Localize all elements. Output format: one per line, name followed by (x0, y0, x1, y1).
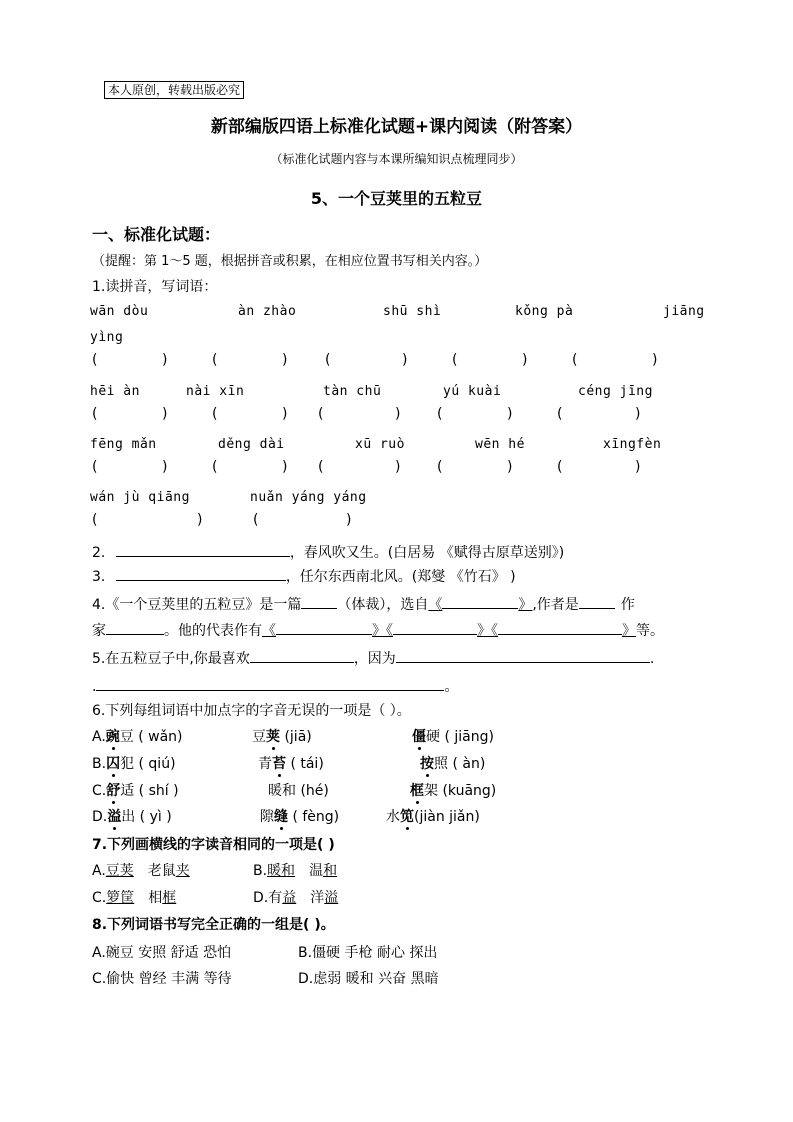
question-8-stem: 8.下列词语书写完全正确的一组是( )。 (92, 917, 335, 933)
answer-paren-close: ) (162, 352, 168, 368)
question-1-stem: 1.读拼音，写词语： (92, 279, 218, 295)
answer-paren-open: ( (92, 406, 98, 422)
pinyin: wán jù qiāng (90, 490, 190, 505)
pinyin: shū shì (383, 304, 442, 319)
question-3: 3. ，任尔东西南北风。(郑燮 《竹石》 ) (92, 566, 516, 586)
answer-paren-open: ( (92, 512, 98, 528)
option-6c-2[interactable]: 暖和 (hé) (268, 783, 329, 799)
option-6b-3[interactable]: 按照 ( àn) (420, 756, 486, 772)
question-4-cont: 家 。他的代表作有《 》《 》《 》等。 (92, 620, 664, 640)
answer-paren-close: ) (282, 352, 288, 368)
lesson-title: 5、一个豆荚里的五粒豆 (310, 189, 483, 208)
question-2: 2. ，春风吹又生。(白居易 《赋得古原草送别》) (92, 542, 564, 562)
answer-blank[interactable] (106, 620, 164, 635)
pinyin: nài xīn (186, 384, 245, 399)
answer-paren-open: ( (437, 459, 443, 475)
answer-paren-close: ) (635, 406, 641, 422)
answer-paren-close: ) (282, 459, 288, 475)
pinyin: děng dài (218, 437, 285, 452)
option-6d-1[interactable]: D.溢出 ( yì ) (92, 809, 172, 825)
answer-paren-close: ) (395, 406, 401, 422)
pinyin: wēn hé (475, 437, 525, 452)
option-6b-2[interactable]: 青苔 ( tái) (258, 756, 324, 772)
copyright-stamp: 本人原创，转载出版必究 (104, 81, 244, 99)
answer-paren-close: ) (507, 459, 513, 475)
pinyin: fēng mǎn (90, 437, 157, 452)
answer-paren-open: ( (92, 352, 98, 368)
pinyin: kǒng pà (515, 304, 574, 319)
option-6a-3[interactable]: 僵硬 ( jiāng) (412, 729, 494, 745)
answer-paren-open: ( (253, 512, 259, 528)
pinyin: tàn chū (323, 384, 382, 399)
question-5-cont: . 。 (92, 676, 458, 696)
option-8c[interactable]: C.偷快 曾经 丰满 等待 (92, 971, 232, 987)
question-7-stem: 7.下列画横线的字读音相同的一项是( ) (92, 837, 335, 853)
answer-blank[interactable] (301, 594, 337, 609)
answer-paren-open: ( (557, 406, 563, 422)
answer-paren-open: ( (212, 459, 218, 475)
pinyin: jiāng (663, 304, 705, 319)
answer-paren-open: ( (318, 406, 324, 422)
answer-blank[interactable] (393, 620, 477, 635)
option-8d[interactable]: D.虑弱 暖和 兴奋 黑暗 (298, 971, 439, 987)
answer-blank[interactable] (276, 620, 372, 635)
answer-blank[interactable] (250, 648, 354, 663)
question-6-stem: 6.下列每组词语中加点字的字音无误的一项是（ ）。 (92, 703, 411, 719)
page-subtitle: （标准化试题内容与本课所编知识点梳理同步） (270, 152, 523, 166)
reminder-text: （提醒：第 1～5 题，根据拼音或积累，在相应位置书写相关内容。） (92, 254, 488, 269)
option-8a[interactable]: A.碗豆 安照 舒适 恐怕 (92, 945, 232, 961)
answer-paren-close: ) (652, 352, 658, 368)
option-7b[interactable]: B.暖和 温和 (253, 863, 338, 879)
answer-blank[interactable] (396, 648, 650, 663)
answer-paren-open: ( (212, 406, 218, 422)
answer-paren-open: ( (557, 459, 563, 475)
answer-paren-close: ) (402, 352, 408, 368)
option-6d-3[interactable]: 水笕(jiàn jiǎn) (386, 809, 480, 825)
answer-paren-close: ) (395, 459, 401, 475)
option-6a-1[interactable]: A.豌豆 ( wǎn) (92, 729, 183, 745)
answer-paren-close: ) (522, 352, 528, 368)
answer-paren-open: ( (437, 406, 443, 422)
pinyin: céng jīng (578, 384, 653, 399)
answer-blank[interactable] (96, 676, 444, 691)
page-title: 新部编版四语上标准化试题+课内阅读（附答案） (210, 117, 583, 137)
answer-paren-open: ( (212, 352, 218, 368)
answer-paren-open: ( (318, 459, 324, 475)
pinyin: wān dòu (90, 304, 149, 319)
option-7d[interactable]: D.有益 洋溢 (253, 890, 339, 906)
question-5: 5.在五粒豆子中,你最喜欢 ，因为 . (92, 648, 654, 668)
option-6c-3[interactable]: 框架 (kuāng) (410, 783, 497, 799)
option-6d-2[interactable]: 隙缝 ( fèng) (260, 809, 340, 825)
answer-paren-close: ) (507, 406, 513, 422)
pinyin: nuǎn yáng yáng (250, 490, 367, 505)
pinyin: àn zhào (238, 304, 297, 319)
answer-paren-close: ) (162, 459, 168, 475)
answer-blank[interactable] (116, 566, 286, 581)
section-heading: 一、标准化试题： (92, 225, 221, 244)
answer-paren-open: ( (452, 352, 458, 368)
answer-paren-close: ) (346, 512, 352, 528)
option-6b-1[interactable]: B.囚犯 ( qiú) (92, 756, 176, 772)
answer-paren-open: ( (572, 352, 578, 368)
answer-paren-close: ) (282, 406, 288, 422)
answer-blank[interactable] (442, 594, 518, 609)
answer-blank[interactable] (579, 594, 615, 609)
pinyin: hēi àn (90, 384, 140, 399)
answer-paren-close: ) (635, 459, 641, 475)
answer-paren-close: ) (162, 406, 168, 422)
answer-paren-open: ( (325, 352, 331, 368)
option-6a-2[interactable]: 豆荚 (jiā) (252, 729, 312, 745)
question-4: 4.《一个豆荚里的五粒豆》是一篇 （体裁），选自《 》,作者是 作 (92, 594, 635, 614)
answer-paren-close: ) (197, 512, 203, 528)
answer-blank[interactable] (116, 542, 290, 557)
option-8b[interactable]: B.僵硬 手枪 耐心 探出 (298, 945, 438, 961)
option-6c-1[interactable]: C.舒适 ( shí ) (92, 783, 179, 799)
pinyin: xīngfèn (603, 437, 662, 452)
option-7a[interactable]: A.豆荚 老鼠夹 (92, 863, 190, 879)
pinyin: yú kuài (443, 384, 502, 399)
answer-blank[interactable] (498, 620, 622, 635)
pinyin: yìng (90, 330, 124, 345)
answer-paren-open: ( (92, 459, 98, 475)
pinyin: xū ruò (355, 437, 405, 452)
option-7c[interactable]: C.箩筐 相框 (92, 890, 177, 906)
